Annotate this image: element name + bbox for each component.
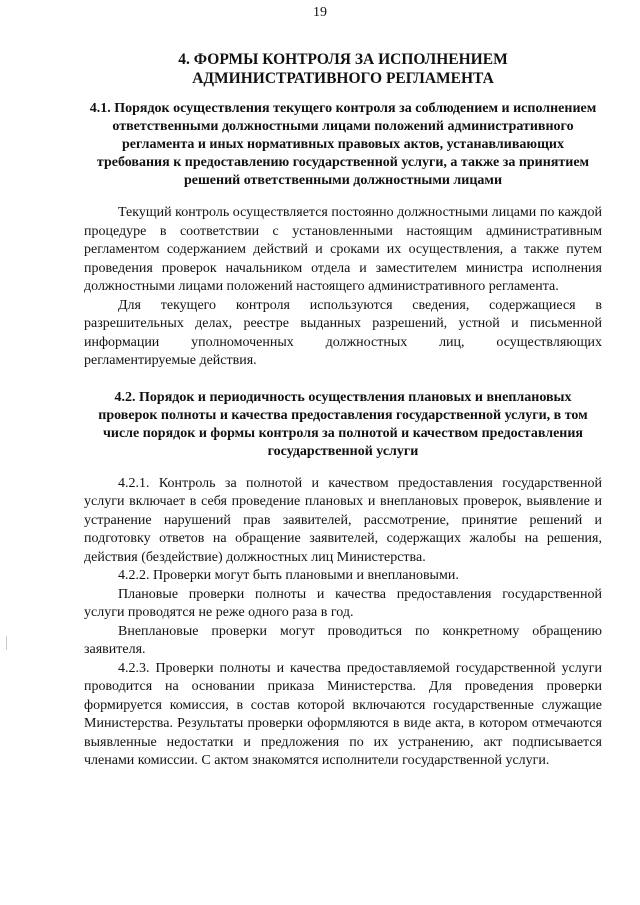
page-number: 19 bbox=[313, 5, 327, 20]
document-body bbox=[84, 50, 602, 771]
paragraph: 4.2.3. Проверки полноты и качества предоставляемой государственной услуги проводится на основании приказа Министерства. Для проведения проверки формируется комиссия, в состав которой включаются государственные служащие Министерства. Результаты проверки оформляются в виде акта, в котором отмечаются выявленные недостатки и предложения по их устранению, акт подписывается членами комиссии. С актом знакомятся исполнители государственной услуги. bbox=[84, 660, 602, 768]
section-heading-4-1: 4.1. Порядок осуществления текущего контроля за соблюдением и исполнением ответственными должностными лицами положений административного регламента и иных нормативных правовых актов, устанавливающих требования к предоставлению государственной услуги, а также за принятием решений ответственными должностными лицами bbox=[89, 101, 597, 188]
paragraph: Для текущего контроля используются сведения, содержащиеся в разрешительных делах, реестре выданных разрешений, устной и письменной информации уполномоченных должностных лиц, осуществляющих регламентируемые действия. bbox=[84, 297, 602, 368]
paragraph: Внеплановые проверки могут проводиться по конкретному обращению заявителя. bbox=[84, 623, 602, 657]
section-heading-4-2: 4.2. Порядок и периодичность осуществления плановых и внеплановых проверок полноты и качества предоставления государственной услуги, в том числе порядок и формы контроля за полнотой и качеством предоставления государственной услуги bbox=[98, 389, 588, 459]
margin-mark bbox=[6, 636, 7, 650]
paragraph: Плановые проверки полноты и качества предоставления государственной услуги проводятся не реже одного раза в год. bbox=[84, 586, 602, 620]
paragraph: 4.2.2. Проверки могут быть плановыми и внеплановыми. bbox=[118, 568, 459, 583]
chapter-title: 4. ФОРМЫ КОНТРОЛЯ ЗА ИСПОЛНЕНИЕМ АДМИНИСТРАТИВНОГО РЕГЛАМЕНТА bbox=[178, 51, 508, 87]
paragraph: 4.2.1. Контроль за полнотой и качеством предоставления государственной услуги включает в себя проведение плановых и внеплановых проверок, выявление и устранение нарушений прав заявителей, рассмотрение, принятие решений и подготовку ответов на обращение заявителей, содержащих жалобы на решения, действия (бездействие) должностных лиц Министерства. bbox=[84, 475, 602, 565]
paragraph: Текущий контроль осуществляется постоянно должностными лицами по каждой процедуре в соответствии с установленными настоящим административным регламентом содержанием действий и сроками их осуществления, а также путем проведения проверок начальником отдела и заместителем министра исполнения должностными лицами положений настоящего административного регламента. bbox=[84, 205, 602, 294]
